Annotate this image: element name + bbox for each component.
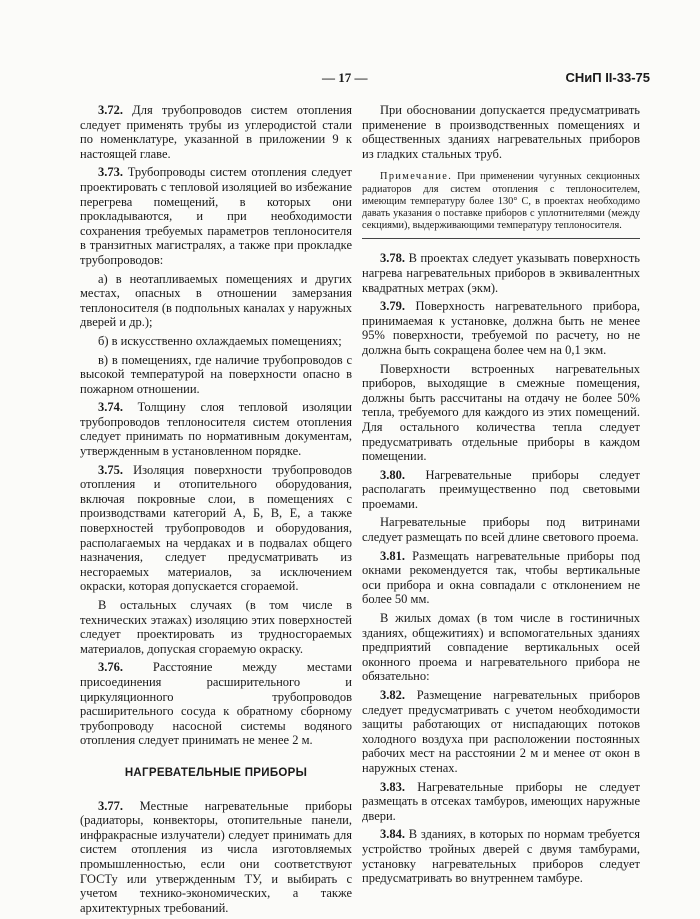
right-column: [362, 103, 640, 890]
paragraph-text: Трубопроводы систем отопления следует проектировать с тепловой изоляцией во избежание перегрева помещений, в которых они прокладываются, и при необходимости сохранения требуемых параметров теплоносителя в транзитных магистралях, а также при прокладке трубопроводов:: [80, 165, 352, 267]
note-label: Примечание.: [380, 171, 453, 183]
paragraph-3-84: [362, 827, 640, 885]
clause-number: 3.73.: [98, 165, 123, 180]
clause-number: 3.79.: [380, 299, 405, 314]
paragraph-text: Размещение нагревательных приборов следует предусматривать с учетом необходимости защиты работающих от ниспадающих потоков холодного воздуха при расположении постоянных рабочих мест на расстоянии 2 м и менее от окон в наружных стенах.: [362, 688, 640, 775]
paragraph-text: Размещать нагревательные приборы под окнами рекомендуется так, чтобы вертикальные оси прибора и окна совпадали с отклонением не более 50 мм.: [362, 548, 640, 607]
paragraph-text: Изоляция поверхности трубопроводов отопления и отопительного оборудования, включая покровные слои, в помещениях с производствами категорий А, Б, В, Е, а также поверхностей трубопроводов и оборудования, располагаемых на чердаках и в подвалах общего назначения, следует предусматривать из несгораемых материалов, за исключением окраски, которая допускается сгораемой.: [80, 462, 352, 594]
paragraph-3-77-cont: При обосновании допускается предусматривать применение в производственных помещениях и общественных зданиях нагревательных приборов из гладких стальных труб.: [362, 103, 640, 161]
list-item-a: а) в неотапливаемых помещениях и других местах, опасных в отношении замерзания теплоносителя (в подпольных каналах у наружных дверей и др.);: [80, 271, 352, 330]
paragraph-text: Для трубопроводов систем отопления следует применять трубы из углеродистой стали по номенклатуре, указанной в приложении 9 к настоящей главе.: [80, 103, 352, 161]
list-item-v: в) в помещениях, где наличие трубопроводов с высокой температурой на поверхности опасно в пожарном отношении.: [80, 352, 352, 396]
paragraph-3-79-cont: Поверхности встроенных нагревательных приборов, выходящие в смежные помещения, должны быть рассчитаны на отдачу не более 50% тепла, требуемого для каждого из этих помещений. Для остального количества тепла следует предусматривать отдельные приборы в каждом помещении.: [362, 361, 640, 464]
paragraph-text: В зданиях, в которых по нормам требуется устройство тройных дверей с двумя тамбурами, установку нагревательных приборов следует предусматривать во внутреннем тамбуре.: [362, 827, 640, 886]
clause-number: 3.78.: [380, 251, 405, 266]
clause-number: 3.72.: [98, 103, 123, 117]
paragraph-text: Толщину слоя тепловой изоляции трубопроводов теплоносителя систем отопления следует принимать по нормативным документам, утвержденным в установленном порядке.: [80, 400, 352, 459]
divider: [362, 238, 640, 239]
paragraph-3-81: [362, 549, 640, 607]
paragraph-3-83: [362, 780, 640, 824]
paragraph-3-78: [362, 251, 640, 295]
paragraph-text: Нагревательные приборы следует располагать преимущественно под световыми проемами.: [362, 467, 640, 511]
clause-number: 3.76.: [98, 660, 123, 675]
paragraph-3-77: [80, 799, 352, 916]
paragraph-3-75: [80, 463, 352, 594]
note-text: При применении чугунных секционных радиаторов для систем отопления с теплоносителем, имеющим температуру более 130° С, в проектах необходимо давать указания о поставке приборов с уплотнителями (между секциями), выдерживающими температуру теплоносителя.: [362, 171, 640, 232]
document-code: СНиП II-33-75: [565, 70, 650, 85]
paragraph-3-80: [362, 468, 640, 512]
paragraph-3-81-cont: В жилых домах (в том числе в гостиничных зданиях, общежитиях) и вспомогательных зданиях предприятий совпадение вертикальных осей оконного проема и нагревательного прибора не обязательно:: [362, 611, 640, 684]
left-column: [80, 103, 352, 919]
list-item-b: б) в искусственно охлаждаемых помещениях;: [98, 333, 342, 348]
paragraph-3-80-cont: Нагревательные приборы под витринами следует размещать по всей длине светового проема.: [362, 515, 640, 545]
clause-number: 3.83.: [380, 779, 405, 794]
paragraph-text: Нагревательные приборы не следует размещать в отсеках тамбуров, имеющих наружные двери.: [362, 779, 640, 823]
clause-number: 3.80.: [380, 467, 405, 482]
section-title: НАГРЕВАТЕЛЬНЫЕ ПРИБОРЫ: [124, 766, 308, 779]
clause-number: 3.82.: [380, 688, 405, 703]
note: [362, 171, 640, 232]
paragraph-3-73: [80, 165, 352, 267]
clause-number: 3.81.: [380, 548, 405, 563]
clause-number: 3.84.: [380, 827, 405, 842]
paragraph-text: В проектах следует указывать поверхность нагрева нагревательных приборов в эквивалентных квадратных метрах (экм).: [362, 251, 640, 295]
paragraph-3-79: [362, 299, 640, 357]
paragraph-text: Поверхность нагревательного прибора, принимаемая к установке, должна быть не менее 95% поверхности, требуемой по расчету, но не должна быть сокращена более чем на 0,1 экм.: [362, 299, 640, 357]
clause-number: 3.75.: [98, 462, 123, 477]
paragraph-3-74: [80, 400, 352, 458]
paragraph-3-76: [80, 660, 352, 748]
page-header: [0, 70, 700, 90]
paragraph-text: Расстояние между местами присоединения расширительного и циркуляционного трубопроводов расширительного сосуда к обратному сборному трубопроводу насосной системы водяного отопления следует принимать не менее 2 м.: [80, 660, 352, 748]
paragraph-3-72: [80, 103, 352, 161]
paragraph-text: Местные нагревательные приборы (радиаторы, конвекторы, отопительные панели, инфракрасные излучатели) следует принимать для систем отопления из числа изготовляемых промышленностью, если они соответствуют ГОСТу или утвержденным ТУ, и выбирать с учетом технико-экономических, а также архитектурных требований.: [80, 798, 352, 915]
clause-number: 3.77.: [98, 798, 123, 813]
paragraph-3-75-cont: В остальных случаях (в том числе в технических этажах) изоляцию этих поверхностей следует проектировать из трудносгораемых материалов, допуская сгораемую окраску.: [80, 598, 352, 656]
clause-number: 3.74.: [98, 400, 123, 415]
page-number: — 17 —: [322, 70, 368, 85]
paragraph-3-82: [362, 688, 640, 776]
